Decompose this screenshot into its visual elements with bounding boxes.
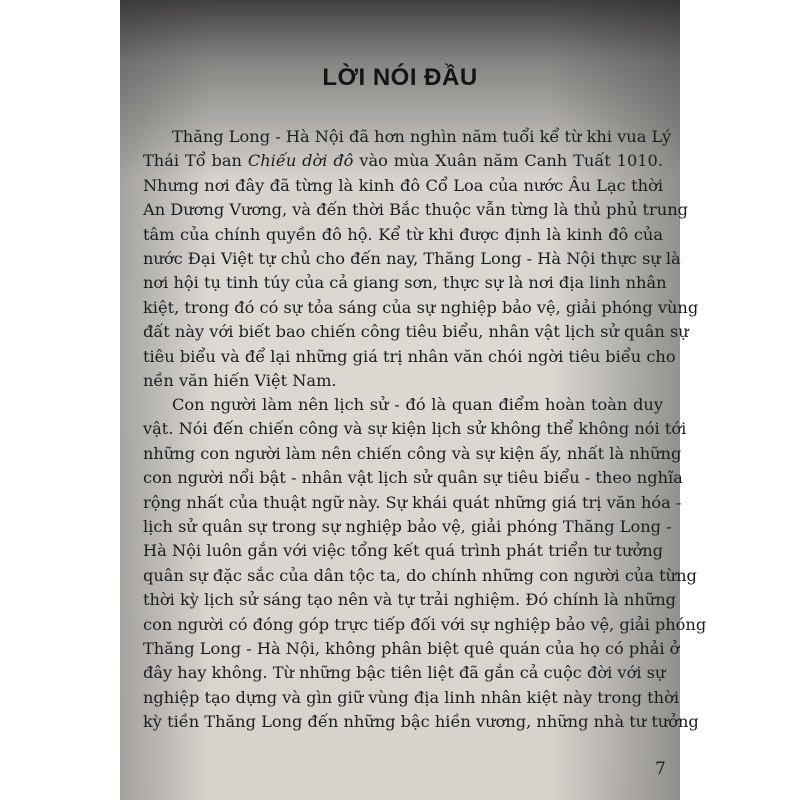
text-line: những con người làm nên chiến công và sự kiện ấy, nhất là những (143, 443, 682, 463)
text-segment: Thái Tổ ban (143, 151, 248, 171)
text-line: lịch sử quân sự trong sự nghiệp bảo vệ, giải phóng Thăng Long - (143, 517, 672, 536)
text-line (143, 151, 663, 171)
text-line: kiệt, trong đó có sự tỏa sáng của sự nghiệp bảo vệ, giải phóng vùng (143, 297, 699, 317)
text-line: đất này với biết bao chiến công tiêu biểu, nhân vật lịch sử quân sự (143, 322, 689, 342)
text-line: nghiệp tạo dựng và gìn giữ vùng địa linh nhân kiệt này trong thời (143, 687, 680, 707)
text-line: rộng nhất của thuật ngữ này. Sự khái quát những giá trị văn hóa - (143, 492, 682, 512)
text-line: nền văn hiến Việt Nam. (143, 371, 337, 390)
text-line: Hà Nội luôn gắn với việc tổng kết quá trình phát triển tư tưởng (143, 541, 663, 561)
text-line: nơi hội tụ tinh túy của cả giang sơn, thực sự là nơi địa linh nhân (143, 273, 667, 293)
text-line: con người có đóng góp trực tiếp đối với sự nghiệp bảo vệ, giải phóng (143, 614, 707, 634)
text-line: con người nổi bật - nhân vật lịch sử quân sự tiêu biểu - theo nghĩa (143, 468, 683, 488)
text-line: đây hay không. Từ những bậc tiên liệt đã gắn cả cuộc đời với sự (143, 663, 666, 683)
book-page (120, 0, 707, 800)
text-line: tâm của chính quyền đô hộ. Kể từ khi được định là kinh đô của (143, 224, 663, 244)
text-line: Thăng Long - Hà Nội, không phân biệt quê quán của họ có phải ở (143, 639, 680, 658)
italic-title: Chiếu dời đô (247, 151, 354, 171)
text-segment: vào mùa Xuân năm Canh Tuất 1010. (353, 151, 663, 171)
text-line: kỳ tiền Thăng Long đến những bậc hiền vương, những nhà tư tưởng (143, 712, 699, 732)
text-line: nước Đại Việt tự chủ cho đến nay, Thăng Long - Hà Nội thực sự là (143, 249, 681, 268)
text-line: Thăng Long - Hà Nội đã hơn nghìn năm tuổi kể từ khi vua Lý (172, 127, 672, 146)
text-line: Con người làm nên lịch sử - đó là quan điểm hoàn toàn duy (172, 395, 663, 414)
text-line: vật. Nói đến chiến công và sự kiện lịch sử không thể không nói tới (143, 419, 687, 439)
text-line: tiêu biểu và để lại những giá trị nhân văn chói ngời tiêu biểu cho (143, 346, 676, 366)
page-title: LỜI NÓI ĐẦU (322, 64, 478, 91)
page-number: 7 (655, 759, 666, 779)
text-line: quân sự đặc sắc của dân tộc ta, do chính những con người của từng (143, 565, 697, 585)
text-line: Nhưng nơi đây đã từng là kinh đô Cổ Loa của nước Âu Lạc thời (143, 175, 663, 195)
text-line: thời kỳ lịch sử sáng tạo nên và tự trải nghiệm. Đó chính là những (143, 590, 676, 610)
text-line: An Dương Vương, và đến thời Bắc thuộc vẫn từng là thủ phủ trung (143, 200, 688, 220)
